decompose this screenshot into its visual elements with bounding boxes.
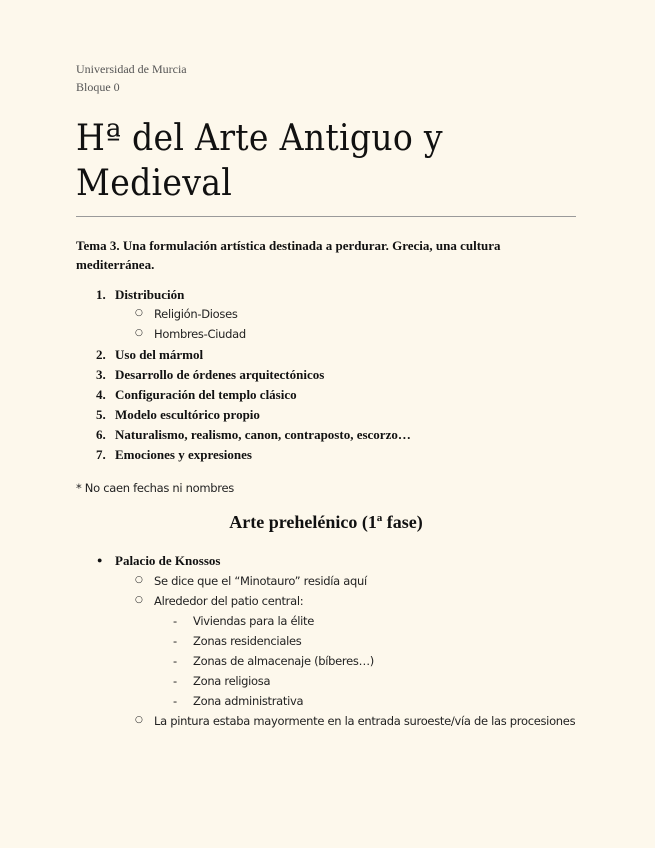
section-heading: Arte prehelénico (1ª fase) [229,512,423,532]
circle-bullet-icon: ○ [135,715,143,725]
dash-bullet-icon: - [173,654,178,668]
sub-list-item-label: Religión-Dioses [154,307,238,321]
institution-name: Universidad de Murcia [76,62,187,76]
sub-sub-list-item-label: Viviendas para la élite [193,614,314,628]
dash-bullet-icon: - [173,674,178,688]
list-number: 1. [96,287,106,302]
list-item-label: Uso del mármol [115,347,204,362]
dash-bullet-icon: - [173,694,178,708]
list-item-label: Desarrollo de órdenes arquitectónicos [115,367,325,382]
sub-list-item-label: Se dice que el “Minotauro” residía aquí [154,574,367,588]
sub-sub-list-item-label: Zona religiosa [193,674,271,688]
topic-heading: Tema 3. Una formulación artística destinada a perdurar. Grecia, una cultura mediterránea. [76,238,501,272]
sub-sub-list-item-label: Zona administrativa [193,694,304,708]
list-item-label: Palacio de Knossos [115,553,221,568]
list-number: 2. [96,347,106,362]
list-number: 6. [96,427,106,442]
circle-bullet-icon: ○ [135,328,143,338]
document-title: Hª del Arte Antiguo y Medieval [76,118,443,204]
title-divider [76,216,576,217]
dash-bullet-icon: - [173,614,178,628]
dash-bullet-icon: - [173,634,178,648]
block-label: Bloque 0 [76,80,120,94]
list-number: 3. [96,367,106,382]
sub-list-item-label: Hombres-Ciudad [154,327,246,341]
document-header [76,60,187,96]
sub-list-item-label: La pintura estaba mayormente en la entrada suroeste/vía de las procesiones [154,714,576,728]
circle-bullet-icon: ○ [135,308,143,318]
list-item-label: Emociones y expresiones [115,447,252,462]
circle-bullet-icon: ○ [135,595,143,605]
sub-sub-list-item-label: Zonas residenciales [193,634,302,648]
circle-bullet-icon: ○ [135,575,143,585]
list-item-label: Naturalismo, realismo, canon, contraposto, escorzo… [115,427,411,442]
list-item-label: Distribución [115,287,185,302]
list-item-label: Modelo escultórico propio [115,407,260,422]
dot-bullet-icon: ● [97,555,103,565]
list-number: 4. [96,387,106,402]
sub-list-item-label: Alrededor del patio central: [154,594,304,608]
footnote: * No caen fechas ni nombres [76,481,234,495]
sub-sub-list-item-label: Zonas de almacenaje (bíberes…) [193,654,374,668]
list-item-label: Configuración del templo clásico [115,387,297,402]
list-number: 5. [96,407,106,422]
list-number: 7. [96,447,106,462]
